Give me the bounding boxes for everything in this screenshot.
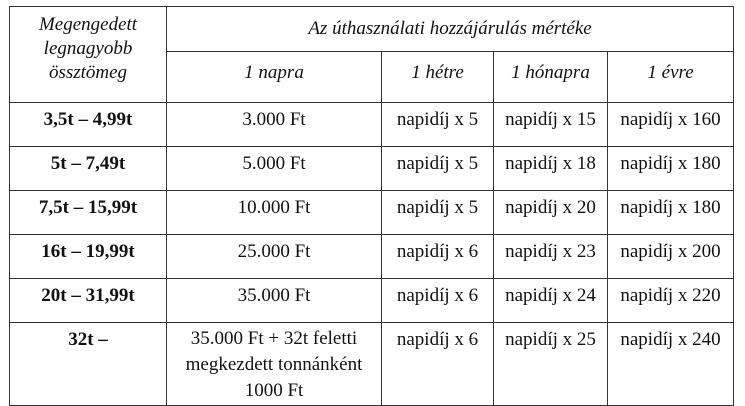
- year-fee-cell: napidíj x 200: [608, 235, 734, 279]
- month-fee-cell: napidíj x 23: [494, 235, 608, 279]
- year-fee-cell: napidíj x 180: [608, 147, 734, 191]
- table-row: [10, 147, 734, 191]
- year-fee-cell: napidíj x 220: [608, 279, 734, 323]
- weight-cell: 7,5t – 15,99t: [10, 191, 167, 235]
- year-fee-cell: napidíj x 160: [608, 103, 734, 147]
- road-fee-table: [9, 6, 734, 406]
- day-fee-cell: 35.000 Ft: [167, 279, 382, 323]
- table-row: [10, 235, 734, 279]
- weight-cell: 3,5t – 4,99t: [10, 103, 167, 147]
- month-fee-cell: napidíj x 24: [494, 279, 608, 323]
- table-row: [10, 103, 734, 147]
- day-fee-cell: 5.000 Ft: [167, 147, 382, 191]
- weight-cell: 32t –: [10, 323, 167, 406]
- week-fee-cell: napidíj x 6: [382, 235, 494, 279]
- year-fee-cell: napidíj x 180: [608, 191, 734, 235]
- header-period-day: 1 napra: [167, 52, 382, 103]
- header-fee-amount: Az úthasználati hozzájárulás mértéke: [167, 7, 734, 52]
- month-fee-cell: napidíj x 15: [494, 103, 608, 147]
- week-fee-cell: napidíj x 5: [382, 103, 494, 147]
- day-fee-cell: 35.000 Ft + 32t feletti megkezdett tonnánként 1000 Ft: [167, 323, 382, 406]
- weight-cell: 20t – 31,99t: [10, 279, 167, 323]
- weight-cell: 5t – 7,49t: [10, 147, 167, 191]
- month-fee-cell: napidíj x 18: [494, 147, 608, 191]
- month-fee-cell: napidíj x 20: [494, 191, 608, 235]
- table-row: [10, 279, 734, 323]
- week-fee-cell: napidíj x 6: [382, 323, 494, 406]
- day-fee-cell: 25.000 Ft: [167, 235, 382, 279]
- table-header-row: [10, 7, 734, 52]
- header-period-month: 1 hónapra: [494, 52, 608, 103]
- month-fee-cell: napidíj x 25: [494, 323, 608, 406]
- week-fee-cell: napidíj x 6: [382, 279, 494, 323]
- week-fee-cell: napidíj x 5: [382, 191, 494, 235]
- week-fee-cell: napidíj x 5: [382, 147, 494, 191]
- table-row: [10, 323, 734, 406]
- table-row: [10, 191, 734, 235]
- header-max-weight: Megengedett legnagyobb össztömeg: [10, 7, 167, 103]
- header-period-week: 1 hétre: [382, 52, 494, 103]
- weight-cell: 16t – 19,99t: [10, 235, 167, 279]
- header-period-year: 1 évre: [608, 52, 734, 103]
- day-fee-cell: 10.000 Ft: [167, 191, 382, 235]
- day-fee-cell: 3.000 Ft: [167, 103, 382, 147]
- year-fee-cell: napidíj x 240: [608, 323, 734, 406]
